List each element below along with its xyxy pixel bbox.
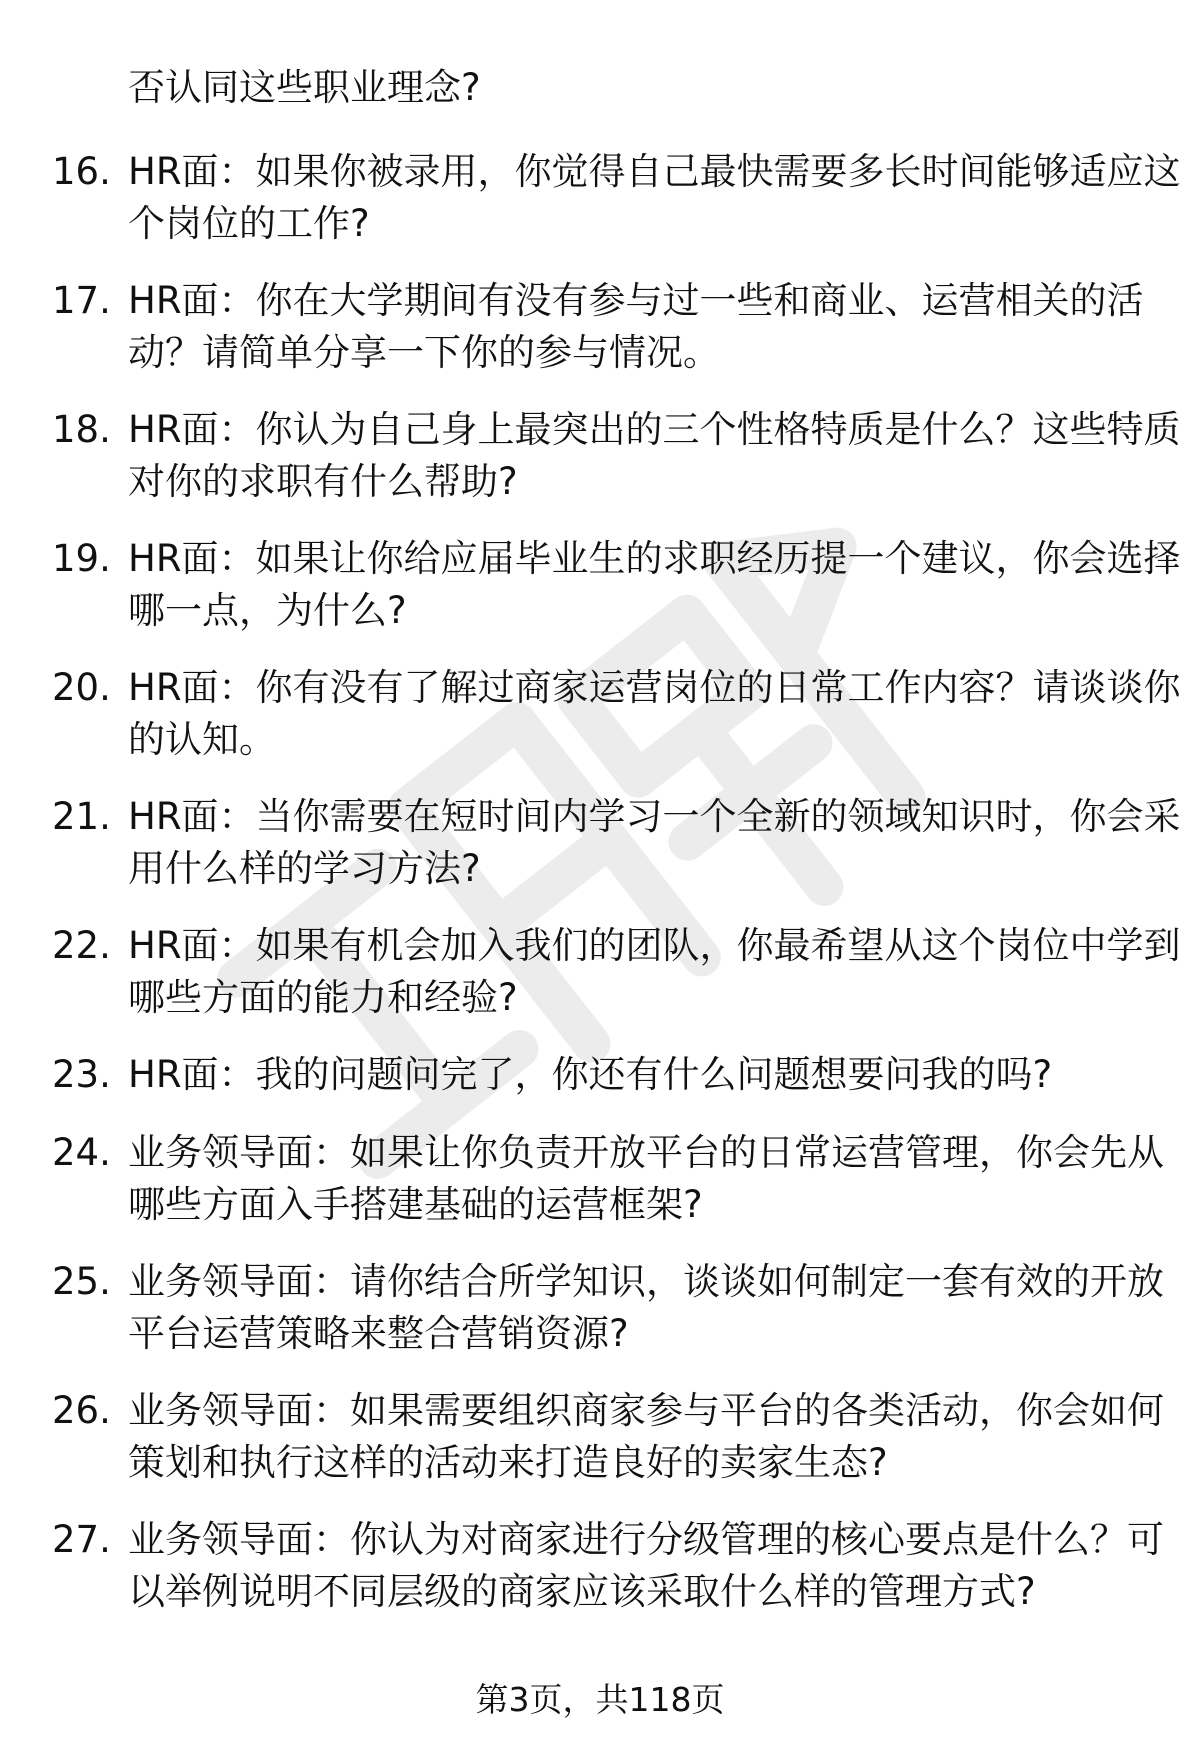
question-item bbox=[0, 398, 1200, 527]
question-item bbox=[0, 1121, 1200, 1250]
question-text bbox=[128, 1514, 1164, 1618]
question-line: HR面：如果有机会加入我们的团队，你最希望从这个岗位中学到 bbox=[128, 924, 1181, 967]
question-line: HR面：如果让你给应届毕业生的求职经历提一个建议，你会选择 bbox=[128, 537, 1181, 580]
question-item bbox=[0, 1043, 1200, 1121]
question-line: 哪一点，为什么? bbox=[128, 589, 407, 632]
question-text bbox=[128, 533, 1181, 637]
question-line: HR面：如果你被录用，你觉得自己最快需要多长时间能够适应这 bbox=[128, 150, 1181, 193]
question-number: 20. bbox=[52, 666, 111, 709]
question-line: 业务领导面：你认为对商家进行分级管理的核心要点是什么？可 bbox=[128, 1518, 1164, 1561]
question-list bbox=[0, 140, 1200, 1637]
question-line: HR面：我的问题问完了，你还有什么问题想要问我的吗? bbox=[128, 1053, 1053, 1096]
question-item bbox=[0, 1508, 1200, 1637]
question-item bbox=[0, 1379, 1200, 1508]
question-line: HR面：你认为自己身上最突出的三个性格特质是什么？这些特质 bbox=[128, 408, 1181, 451]
question-number: 16. bbox=[52, 150, 111, 193]
question-item bbox=[0, 1250, 1200, 1379]
question-line: HR面：你在大学期间有没有参与过一些和商业、运营相关的活 bbox=[128, 279, 1144, 322]
question-item bbox=[0, 269, 1200, 398]
question-item bbox=[0, 656, 1200, 785]
question-text bbox=[128, 1385, 1164, 1489]
question-line: 动？请简单分享一下你的参与情况。 bbox=[128, 331, 720, 374]
question-line: 业务领导面：如果让你负责开放平台的日常运营管理，你会先从 bbox=[128, 1131, 1164, 1174]
question-text bbox=[128, 1256, 1164, 1360]
question-number: 22. bbox=[52, 924, 111, 967]
question-line: 以举例说明不同层级的商家应该采取什么样的管理方式? bbox=[128, 1570, 1036, 1613]
question-text bbox=[128, 662, 1181, 766]
question-number: 23. bbox=[52, 1053, 111, 1096]
question-line: 业务领导面：如果需要组织商家参与平台的各类活动，你会如何 bbox=[128, 1389, 1164, 1432]
question-item bbox=[0, 785, 1200, 914]
question-text bbox=[128, 146, 1181, 250]
question-text bbox=[128, 920, 1181, 1024]
question-number: 25. bbox=[52, 1260, 111, 1303]
question-number: 27. bbox=[52, 1518, 111, 1561]
question-number: 24. bbox=[52, 1131, 111, 1174]
question-line: 对你的求职有什么帮助? bbox=[128, 460, 518, 503]
question-line: 用什么样的学习方法? bbox=[128, 847, 481, 890]
question-text bbox=[128, 1127, 1164, 1231]
question-text bbox=[128, 404, 1181, 508]
question-number: 19. bbox=[52, 537, 111, 580]
question-number: 21. bbox=[52, 795, 111, 838]
question-number: 26. bbox=[52, 1389, 111, 1432]
question-line: HR面：当你需要在短时间内学习一个全新的领域知识时，你会采 bbox=[128, 795, 1181, 838]
question-item bbox=[0, 140, 1200, 269]
question-line: 哪些方面的能力和经验? bbox=[128, 976, 518, 1019]
page-footer: 第3页，共118页 bbox=[475, 1680, 725, 1719]
question-line: 策划和执行这样的活动来打造良好的卖家生态? bbox=[128, 1441, 888, 1484]
question-item bbox=[0, 914, 1200, 1043]
question-number: 18. bbox=[52, 408, 111, 451]
question-text bbox=[128, 791, 1181, 895]
question-line: 个岗位的工作? bbox=[128, 202, 370, 245]
question-line: 哪些方面入手搭建基础的运营框架? bbox=[128, 1183, 703, 1226]
question-line: 业务领导面：请你结合所学知识，谈谈如何制定一套有效的开放 bbox=[128, 1260, 1164, 1303]
question-line: HR面：你有没有了解过商家运营岗位的日常工作内容？请谈谈你 bbox=[128, 666, 1181, 709]
question-number: 17. bbox=[52, 279, 111, 322]
question-line: 的认知。 bbox=[128, 718, 276, 761]
continuation-text: 否认同这些职业理念? bbox=[128, 66, 481, 109]
question-item bbox=[0, 527, 1200, 656]
question-text bbox=[128, 275, 1164, 379]
question-text bbox=[128, 1049, 1164, 1101]
question-line: 平台运营策略来整合营销资源? bbox=[128, 1312, 629, 1355]
